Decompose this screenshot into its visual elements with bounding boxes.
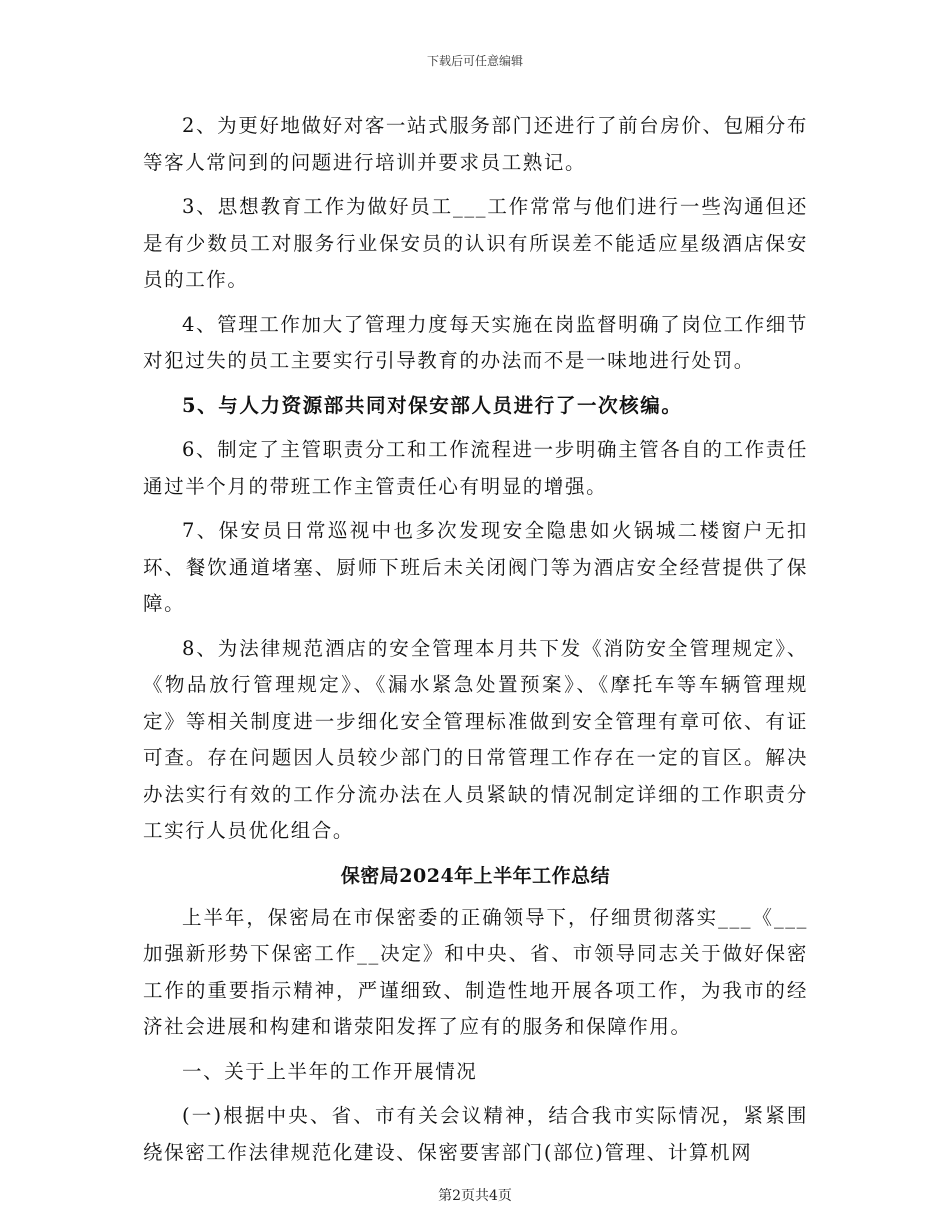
section-intro-paragraph: 上半年，保密局在市保密委的正确领导下，仔细贯彻落实___《___加强新形势下保密工作__决定》和中央、省、市领导同志关于做好保密工作的重要指示精神，严谨细致、制造性地开展各项工作，为我市的经济社会进展和构建和谐荥阳发挥了应有的服务和保障作用。 xyxy=(143,905,808,1038)
page-header: 下载后可任意编辑 xyxy=(426,54,523,68)
paragraph-item-6: 6、制定了主管职责分工和工作流程进一步明确主管各自的工作责任通过半个月的带班工作主管责任心有明显的增强。 xyxy=(143,438,808,498)
document-body xyxy=(143,108,808,1179)
paragraph-item-8: 8、为法律规范酒店的安全管理本月共下发《消防安全管理规定》、《物品放行管理规定》、《漏水紧急处置预案》、《摩托车等车辆管理规定》等相关制度进一步细化安全管理标准做到安全管理有章可依、有证可查。存在问题因人员较少部门的日常管理工作存在一定的盲区。解决办法实行有效的工作分流办法在人员紧缺的情况制定详细的工作职责分工实行人员优化组合。 xyxy=(143,636,808,842)
section-heading-1: 一、关于上半年的工作开展情况 xyxy=(182,1059,478,1083)
paragraph-item-2: 2、为更好地做好对客一站式服务部门还进行了前台房价、包厢分布等客人常问到的问题进行培训并要求员工熟记。 xyxy=(143,114,808,174)
paragraph-item-7: 7、保安员日常巡视中也多次发现安全隐患如火锅城二楼窗户无扣环、餐饮通道堵塞、厨师下班后未关闭阀门等为酒店安全经营提供了保障。 xyxy=(143,519,808,615)
paragraph-item-5: 5、与人力资源部共同对保安部人员进行了一次核编。 xyxy=(182,393,683,417)
page-footer: 第2页共4页 xyxy=(438,1188,512,1204)
paragraph-item-4: 4、管理工作加大了管理力度每天实施在岗监督明确了岗位工作细节对犯过失的员工主要实行引导教育的办法而不是一味地进行处罚。 xyxy=(143,312,808,372)
section-title: 保密局2024年上半年工作总结 xyxy=(340,864,611,887)
section-paragraph-1: (一)根据中央、省、市有关会议精神，结合我市实际情况，紧紧围绕保密工作法律规范化建设、保密要害部门(部位)管理、计算机网 xyxy=(143,1104,808,1164)
paragraph-item-3: 3、思想教育工作为做好员工___工作常常与他们进行一些沟通但还是有少数员工对服务行业保安员的认识有所误差不能适应星级酒店保安员的工作。 xyxy=(143,195,808,291)
